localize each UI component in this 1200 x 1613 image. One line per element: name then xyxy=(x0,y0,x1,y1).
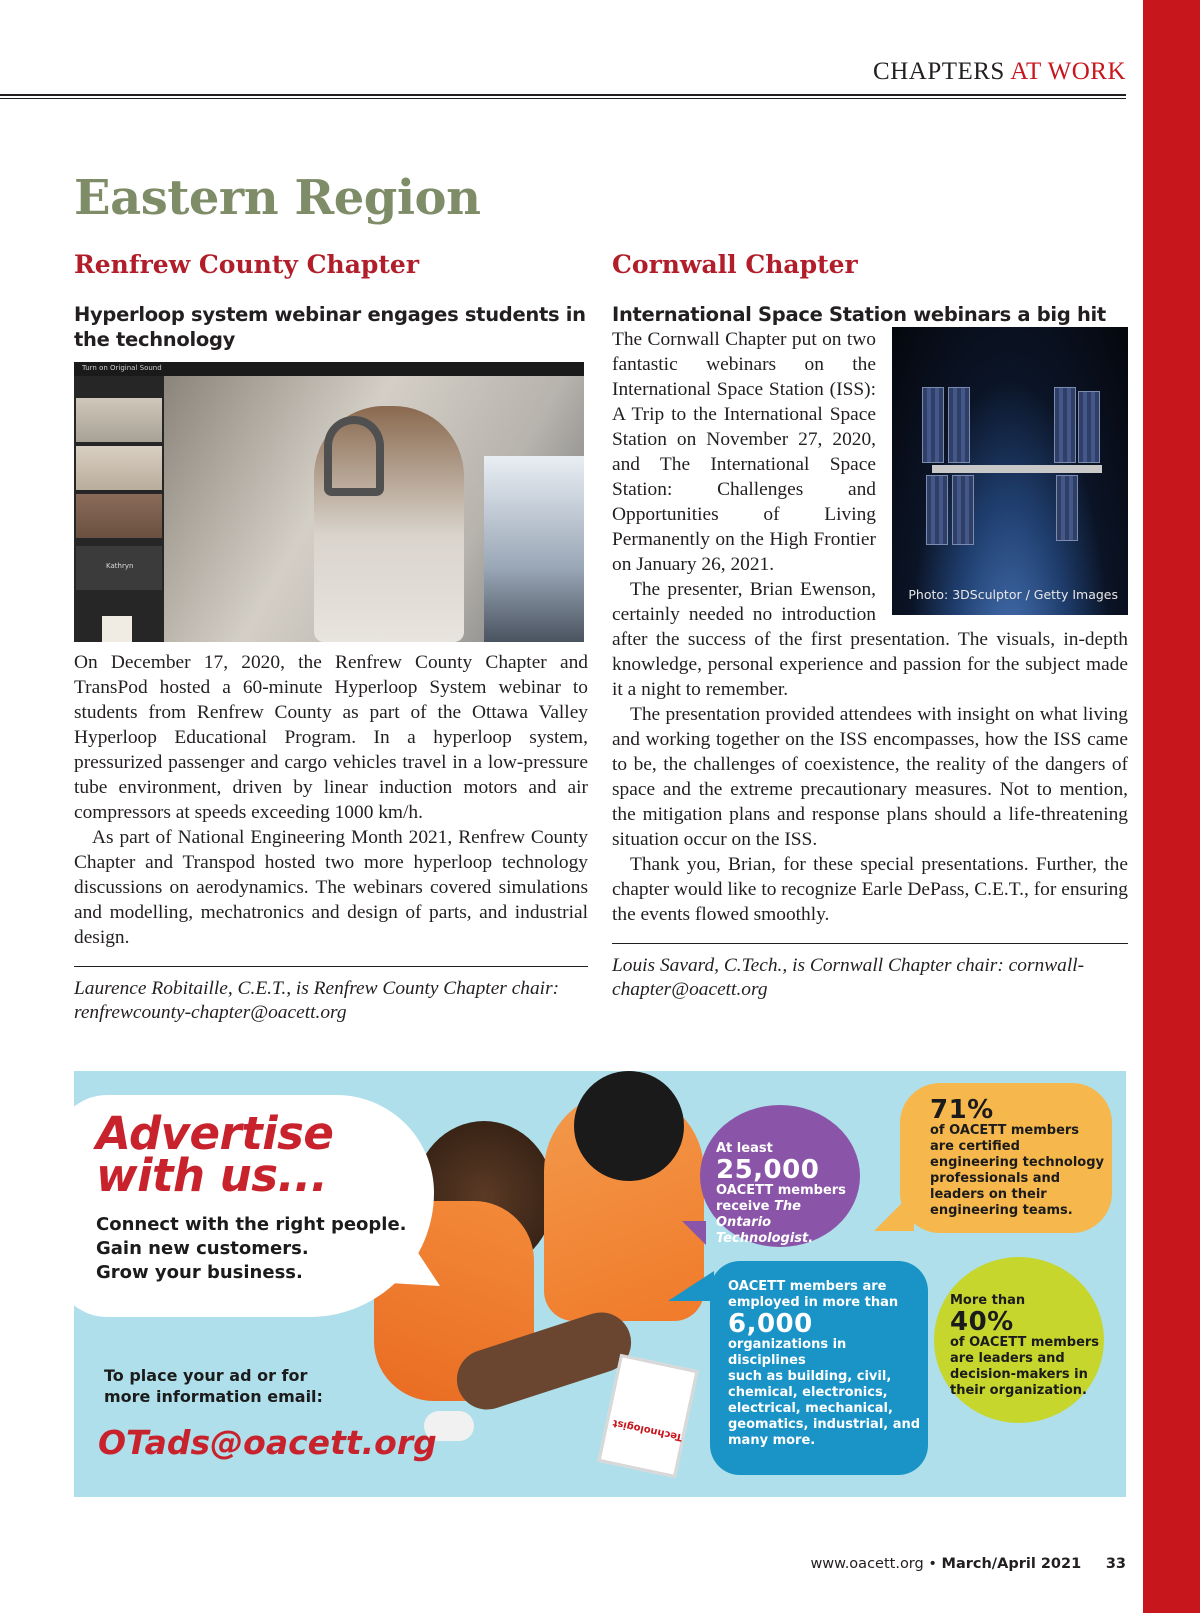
tablet-magazine-icon: Technologist xyxy=(597,1354,698,1478)
stat-bubble-leaders: More than 40% of OACETT members are leaders and decision-makers in their organization. xyxy=(934,1257,1104,1423)
space-station-icon xyxy=(922,387,1102,547)
advertise-banner xyxy=(74,1071,1126,1497)
footer-url[interactable]: www.oacett.org xyxy=(810,1556,924,1572)
bubble-tail xyxy=(668,1271,714,1301)
running-head xyxy=(873,58,1126,86)
body-paragraph: As part of National Engineering Month 2021, Renfrew County Chapter and Transpod hosted two more hyperloop technology discussions on aerodynamics. The webinars covered simulations and modelling, mechatronics and design of parts, and industrial design. xyxy=(74,827,588,948)
chapter-title-cornwall: Cornwall Chapter xyxy=(612,250,858,279)
body-paragraph: On December 17, 2020, the Renfrew County Chapter and TransPod hosted a 60-minute Hyperloop System webinar to students from Renfrew County as part of the Ottawa Valley Hyperloop Educational Program. In a hyperloop system, pressurized passenger and cargo vehicles travel in a low-pressure tube environment, driven by linear induction motors and air compressors at speeds exceeding 1000 km/h. xyxy=(74,652,588,823)
section-label: CHAPTERS xyxy=(873,58,1005,85)
cornwall-body xyxy=(612,327,1128,927)
renfrew-body xyxy=(74,650,588,950)
story-headline-hyperloop: Hyperloop system webinar engages students in the technology xyxy=(74,303,586,351)
body-paragraph: Thank you, Brian, for these special presentations. Further, the chapter would like to recognize Earle DePass, C.E.T., for ensuring the events flowed smoothly. xyxy=(612,854,1128,925)
stat-bubble-organizations: OACETT members are employed in more than 6,000 organizations in disciplines such as building, civil, chemical, electronics, electrical, mechanical, geomatics, industrial, and many more. xyxy=(710,1261,928,1475)
body-paragraph: The presenter, Brian Ewenson, certainly needed no introduction after the success of the first presentation. The visuals, in-depth knowledge, personal experience and passion for the subject made it a night to remember. xyxy=(612,579,1128,700)
author-bio-cornwall: Louis Savard, C.Tech., is Cornwall Chapter chair: cornwall-chapter@oacett.org xyxy=(612,955,1085,1000)
webinar-photo xyxy=(74,362,584,642)
lab-bench xyxy=(484,456,584,642)
page-number: 33 xyxy=(1105,1556,1126,1572)
ad-email-link[interactable]: OTads@oacett.org xyxy=(98,1423,437,1462)
region-title: Eastern Region xyxy=(74,170,481,226)
participant-thumbnail xyxy=(76,546,162,590)
body-paragraph: The presentation provided attendees with insight on what living and working together on the ISS encompasses, how the ISS came to be, the challenges of coexistence, the reality of the dangers of space and the extreme precautionary measures. Not to mention, the mitigation plans and response plans should a life-threatening situation occur on the ISS. xyxy=(612,704,1128,850)
body-paragraph: The Cornwall Chapter put on two fantastic webinars on the International Space Station (ISS): A Trip to the International Space Station on November 27, 2020, and The International Space Station: Challenges and Opportunities of Living Permanently on the High Frontier on January 26, 2021. xyxy=(612,329,876,575)
bio-rule xyxy=(74,966,588,967)
participant-thumbnail xyxy=(76,398,162,442)
participant-thumbnails xyxy=(74,376,164,642)
page-footer xyxy=(810,1556,1126,1572)
participant-thumbnail xyxy=(76,446,162,490)
bio-rule xyxy=(612,943,1128,944)
video-toolbar: Turn on Original Sound xyxy=(74,362,584,376)
footer-issue: March/April 2021 xyxy=(941,1556,1082,1572)
ad-contact-label: To place your ad or for more information email: xyxy=(104,1366,323,1406)
bubble-tail xyxy=(682,1221,706,1245)
edge-color-bar xyxy=(1143,0,1200,1613)
presenter-video xyxy=(164,376,584,642)
ad-tagline: Connect with the right people. Gain new customers. Grow your business. xyxy=(96,1214,407,1283)
participant-thumbnail xyxy=(76,494,162,538)
story-headline-iss: International Space Station webinars a big hit xyxy=(612,303,1106,326)
stat-bubble-readers: At least 25,000 OACETT members receive The Ontario Technologist. xyxy=(700,1105,860,1247)
renfrew-story xyxy=(74,248,588,1025)
author-bio-renfrew: Laurence Robitaille, C.E.T., is Renfrew County Chapter chair: renfrewcounty-chapter@oacett.org xyxy=(74,978,560,1023)
footer-separator: • xyxy=(928,1556,937,1572)
worker-figure xyxy=(574,1071,684,1181)
section-label-accent: AT WORK xyxy=(1010,58,1126,85)
headset-icon xyxy=(324,416,384,496)
chapter-title-renfrew: Renfrew County Chapter xyxy=(74,250,419,279)
space-station-photo xyxy=(892,327,1128,615)
oacett-logo-thumbnail xyxy=(102,616,132,642)
header-rule xyxy=(0,94,1126,99)
participant-name: Kathryn xyxy=(106,562,134,570)
stat-bubble-certified: 71% of OACETT members are certified engineering technology professionals and leaders on their engineering teams. xyxy=(900,1083,1112,1233)
photo-credit: Photo: 3DSculptor / Getty Images xyxy=(908,587,1118,602)
ad-headline: Advertise with us... xyxy=(96,1107,334,1202)
cornwall-story xyxy=(612,248,1128,1002)
